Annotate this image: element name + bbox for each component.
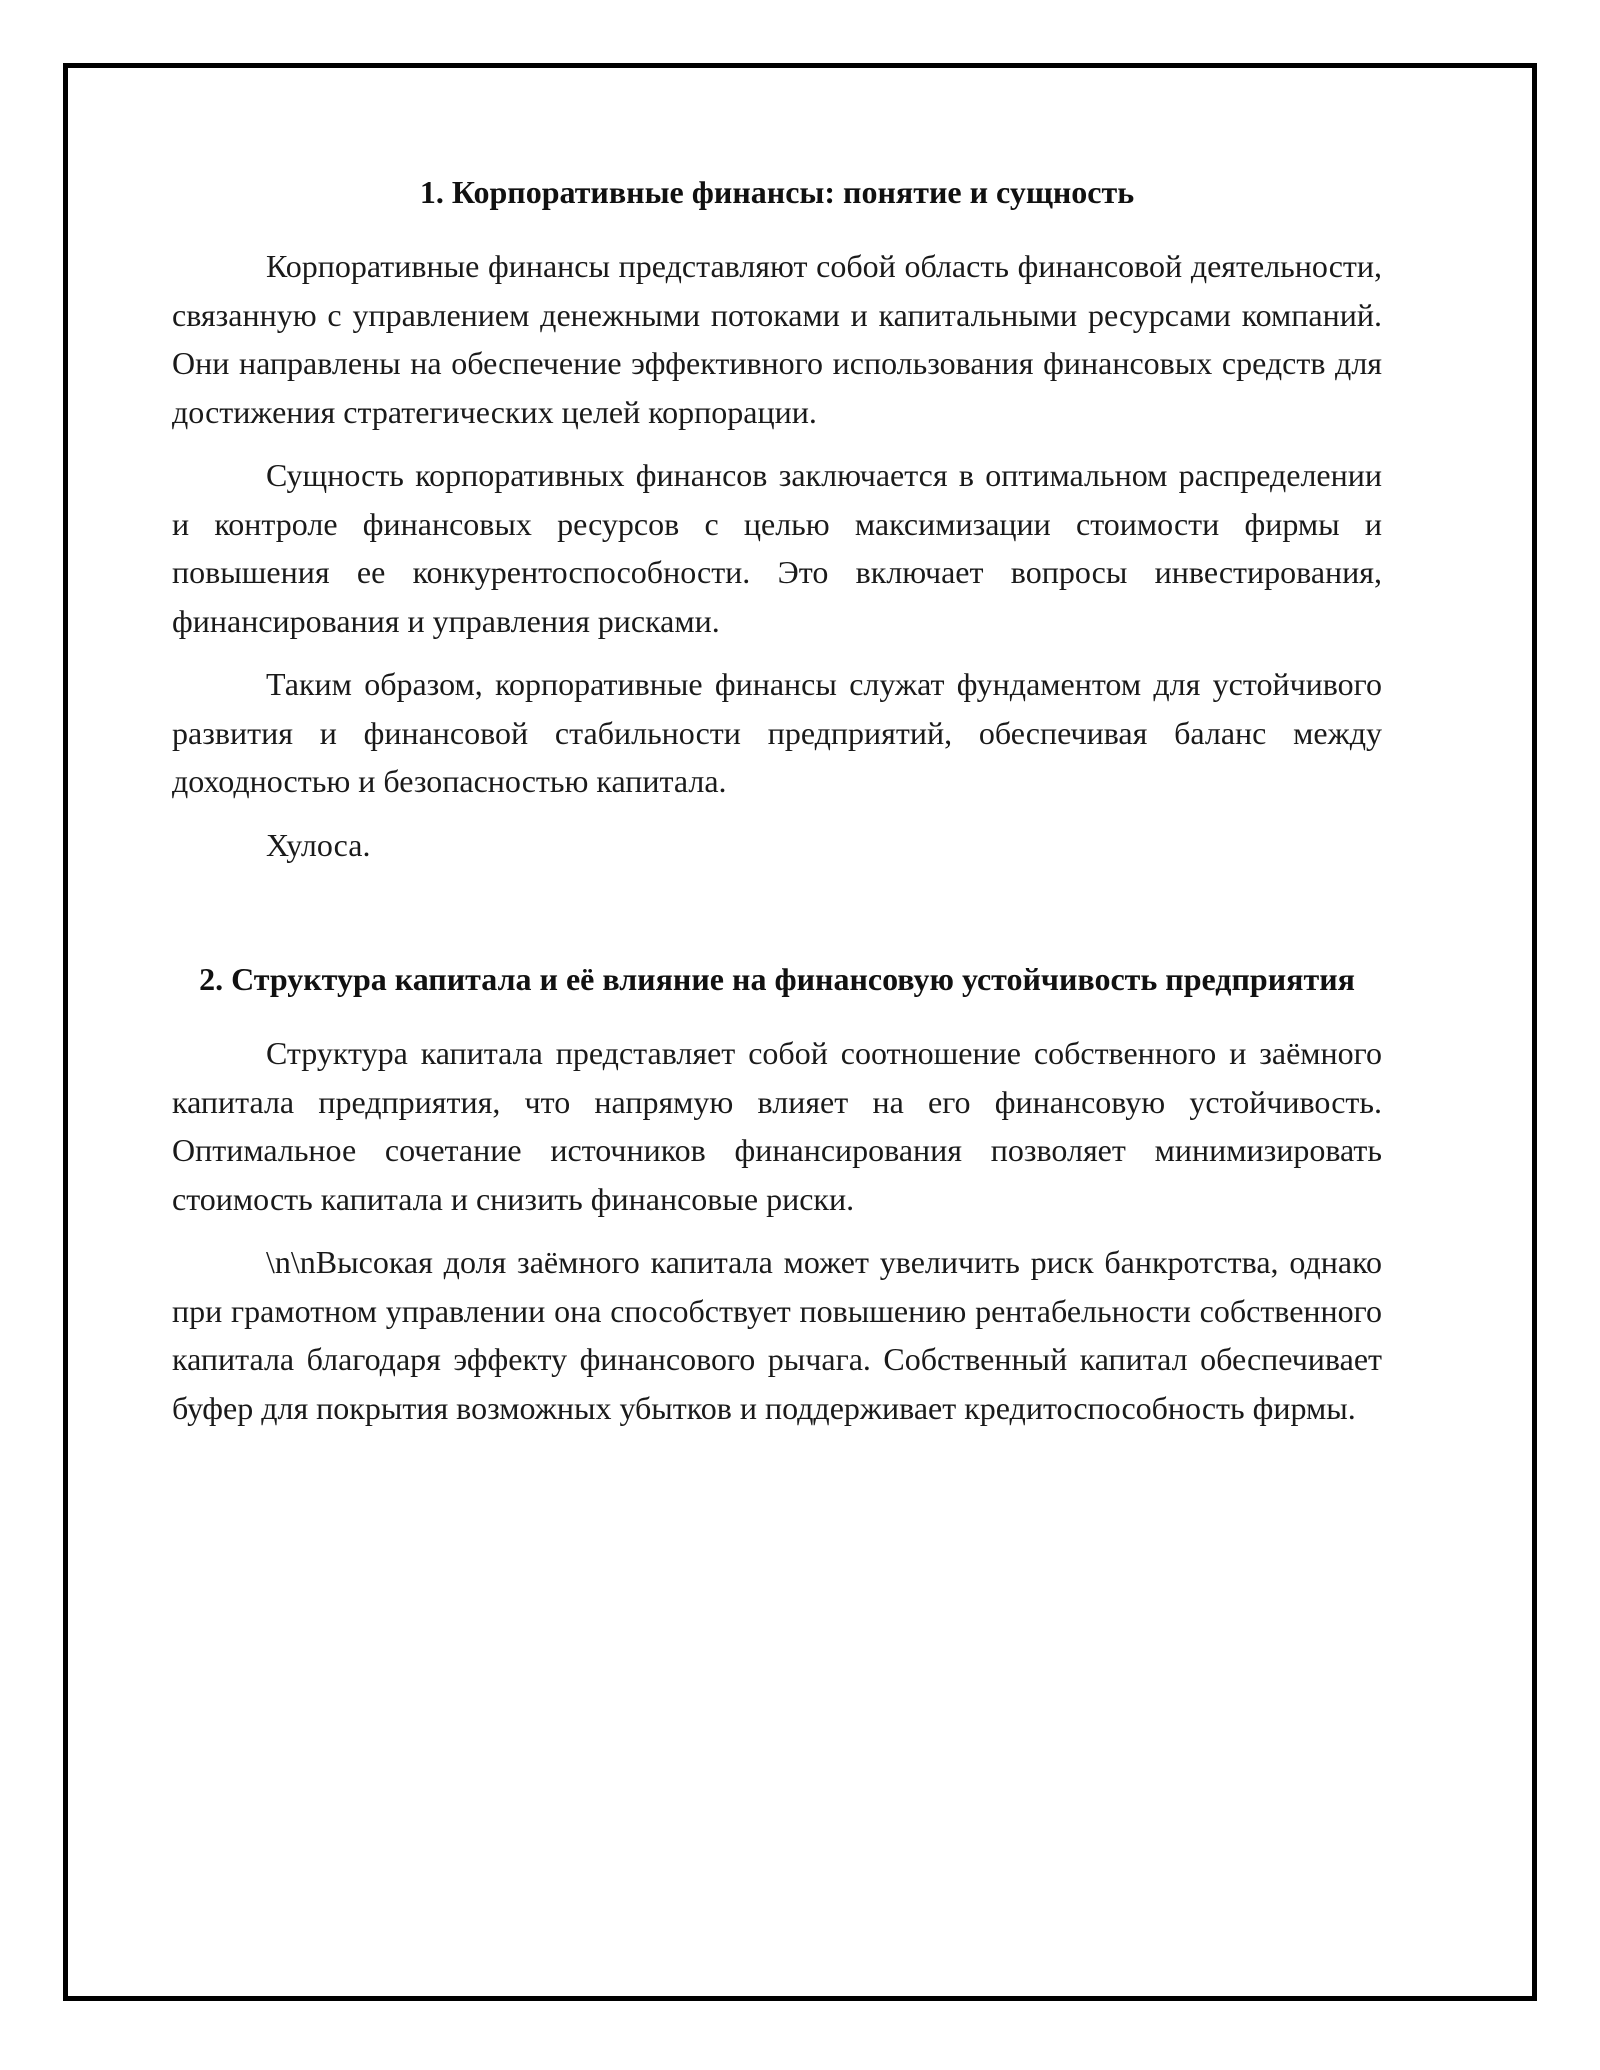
section-1-paragraph-1: Корпоративные финансы представляют собой область финансовой деятельности, связанную с управлением денежными потоками и капитальными ресурсами компаний. Они направлены на обеспечение эффективного использования финансовых средств для достижения стратегических целей корпорации. [172,248,1382,430]
section-2-heading: 2. Структура капитала и её влияние на финансовую устойчивость предприятия [199,961,1355,997]
section-2-paragraph-1: Структура капитала представляет собой соотношение собственного и заёмного капитала предприятия, что напрямую влияет на его финансовую устойчивость. Оптимальное сочетание источников финансирования позволяет минимизировать стоимость капитала и снизить финансовые риски. [172,1035,1382,1217]
section-2-paragraph-2: \n\nВысокая доля заёмного капитала может увеличить риск банкротства, однако при грамотном управлении она способствует повышению рентабельности собственного капитала благодаря эффекту финансового рычага. Собственный капитал обеспечивает буфер для покрытия возможных убытков и поддерживает кредитоспособность фирмы. [172,1244,1382,1426]
section-1-paragraph-4: Хулоса. [266,826,371,863]
document-body [172,168,1382,1432]
section-1-paragraph-3: Таким образом, корпоративные финансы служат фундаментом для устойчивого развития и финансовой стабильности предприятий, обеспечивая баланс между доходностью и безопасностью капитала. [172,666,1382,799]
section-1-heading: 1. Корпоративные финансы: понятие и сущность [419,174,1135,210]
section-1-paragraph-2: Сущность корпоративных финансов заключается в оптимальном распределении и контроле финансовых ресурсов с целью максимизации стоимости фирмы и повышения ее конкурентоспособности. Это включает вопросы инвестирования, финансирования и управления рисками. [172,457,1382,639]
